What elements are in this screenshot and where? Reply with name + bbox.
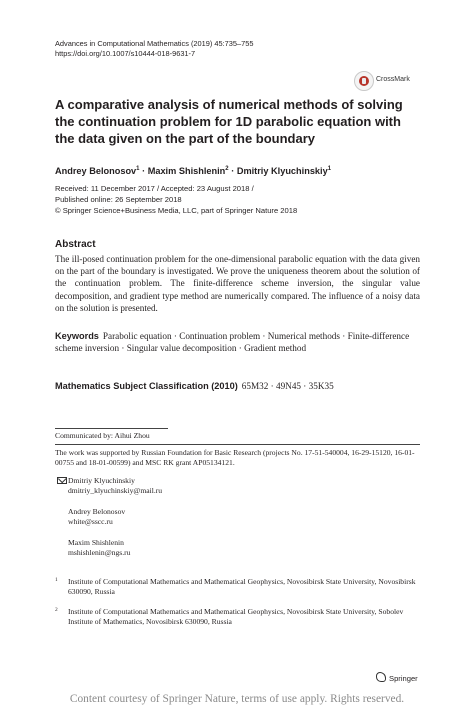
doi-link[interactable]: https://doi.org/10.1007/s10444-018-9631-7 xyxy=(55,49,196,58)
abstract-heading: Abstract xyxy=(55,239,96,250)
communicated-by: Communicated by: Aihui Zhou xyxy=(55,431,150,440)
keywords-text: Parabolic equation · Continuation problem · Numerical methods · Finite-difference scheme inversion · Singular value decomposition · Gradient method xyxy=(55,331,410,354)
author-affiliation-mark: 2 xyxy=(225,166,229,172)
affiliation-number: 1 xyxy=(55,577,58,583)
crossmark-label: CrossMark xyxy=(376,76,410,83)
author-name[interactable]: Maxim Shishlenin xyxy=(147,166,226,177)
contact-block xyxy=(68,538,130,559)
courtesy-footer: Content courtesy of Springer Nature, terms of use apply. Rights reserved. xyxy=(69,693,405,705)
springer-horse-icon xyxy=(376,672,386,682)
author-list xyxy=(55,166,331,176)
publisher-logo xyxy=(376,672,418,683)
footnote-divider xyxy=(55,444,420,445)
funding-note: The work was supported by Russian Foundation for Basic Research (projects No. 17-51-540004, 16-29-15120, 16-01-00755 and 18-01-00599) and MSC RK grant AP05134121. xyxy=(55,448,415,468)
contact-name: Maxim Shishlenin xyxy=(68,538,124,547)
author-affiliation-mark: 1 xyxy=(327,166,332,172)
paper-title: A comparative analysis of numerical methods of solving the continuation problem for 1D parabolic equation with the data given on the part of the boundary xyxy=(55,97,403,146)
abstract-text: The ill-posed continuation problem for the one-dimensional parabolic equation with the data given on the part of the boundary is investigated. We prove the uniqueness theorem about the solution of the continuation problem. The finite-difference scheme inversion, the singular value decomposition, and gradient type method are numerically compared. The influence of a noisy data on the solution is presented. xyxy=(55,254,420,313)
publisher-name: Springer xyxy=(389,674,418,683)
journal-citation: Advances in Computational Mathematics (2019) 45:735–755 xyxy=(55,39,254,48)
msc-codes: 65M32 · 49N45 · 35K35 xyxy=(241,381,334,391)
keywords-label: Keywords xyxy=(55,331,99,341)
affiliation-number: 2 xyxy=(55,607,58,613)
affiliation-text: Institute of Computational Mathematics and Mathematical Geophysics, Novosibirsk State University, Sobolev Institute of Mathematics, Novosibirsk 630090, Russia xyxy=(68,607,404,627)
footnote-divider xyxy=(55,428,168,429)
corresponding-author xyxy=(68,476,162,497)
contact-name: Dmitriy Klyuchinskiy xyxy=(68,476,135,485)
copyright-notice: © Springer Science+Business Media, LLC, part of Springer Nature 2018 xyxy=(55,205,298,215)
affiliation-text: Institute of Computational Mathematics and Mathematical Geophysics, Novosibirsk State University, Novosibirsk 630090, Russia xyxy=(68,577,416,597)
affiliation xyxy=(55,607,420,629)
author-separator: · xyxy=(228,166,237,177)
affiliation xyxy=(55,577,420,599)
contact-name: Andrey Belonosov xyxy=(68,507,126,516)
author-separator: · xyxy=(139,166,148,177)
author-name[interactable]: Andrey Belonosov xyxy=(55,166,137,177)
keywords-block xyxy=(55,330,420,355)
contact-email[interactable]: mshishlenin@ngs.ru xyxy=(68,548,131,558)
contact-email[interactable]: white@sscc.ru xyxy=(68,517,113,527)
contact-block xyxy=(68,507,125,528)
journal-header xyxy=(55,39,253,59)
crossmark-icon xyxy=(354,71,374,91)
author-affiliation-mark: 1 xyxy=(136,166,140,172)
msc-block xyxy=(55,381,334,391)
contact-email[interactable]: dmitriy_klyuchinskiy@mail.ru xyxy=(68,486,163,496)
published-online: Published online: 26 September 2018 xyxy=(55,194,182,204)
received-accepted: Received: 11 December 2017 / Accepted: 23 August 2018 / xyxy=(55,184,254,193)
publication-dates xyxy=(55,184,297,216)
author-name[interactable]: Dmitriy Klyuchinskiy xyxy=(236,166,328,177)
envelope-icon xyxy=(57,477,67,484)
crossmark-badge[interactable] xyxy=(352,70,422,92)
msc-label: Mathematics Subject Classification (2010) xyxy=(55,381,238,391)
